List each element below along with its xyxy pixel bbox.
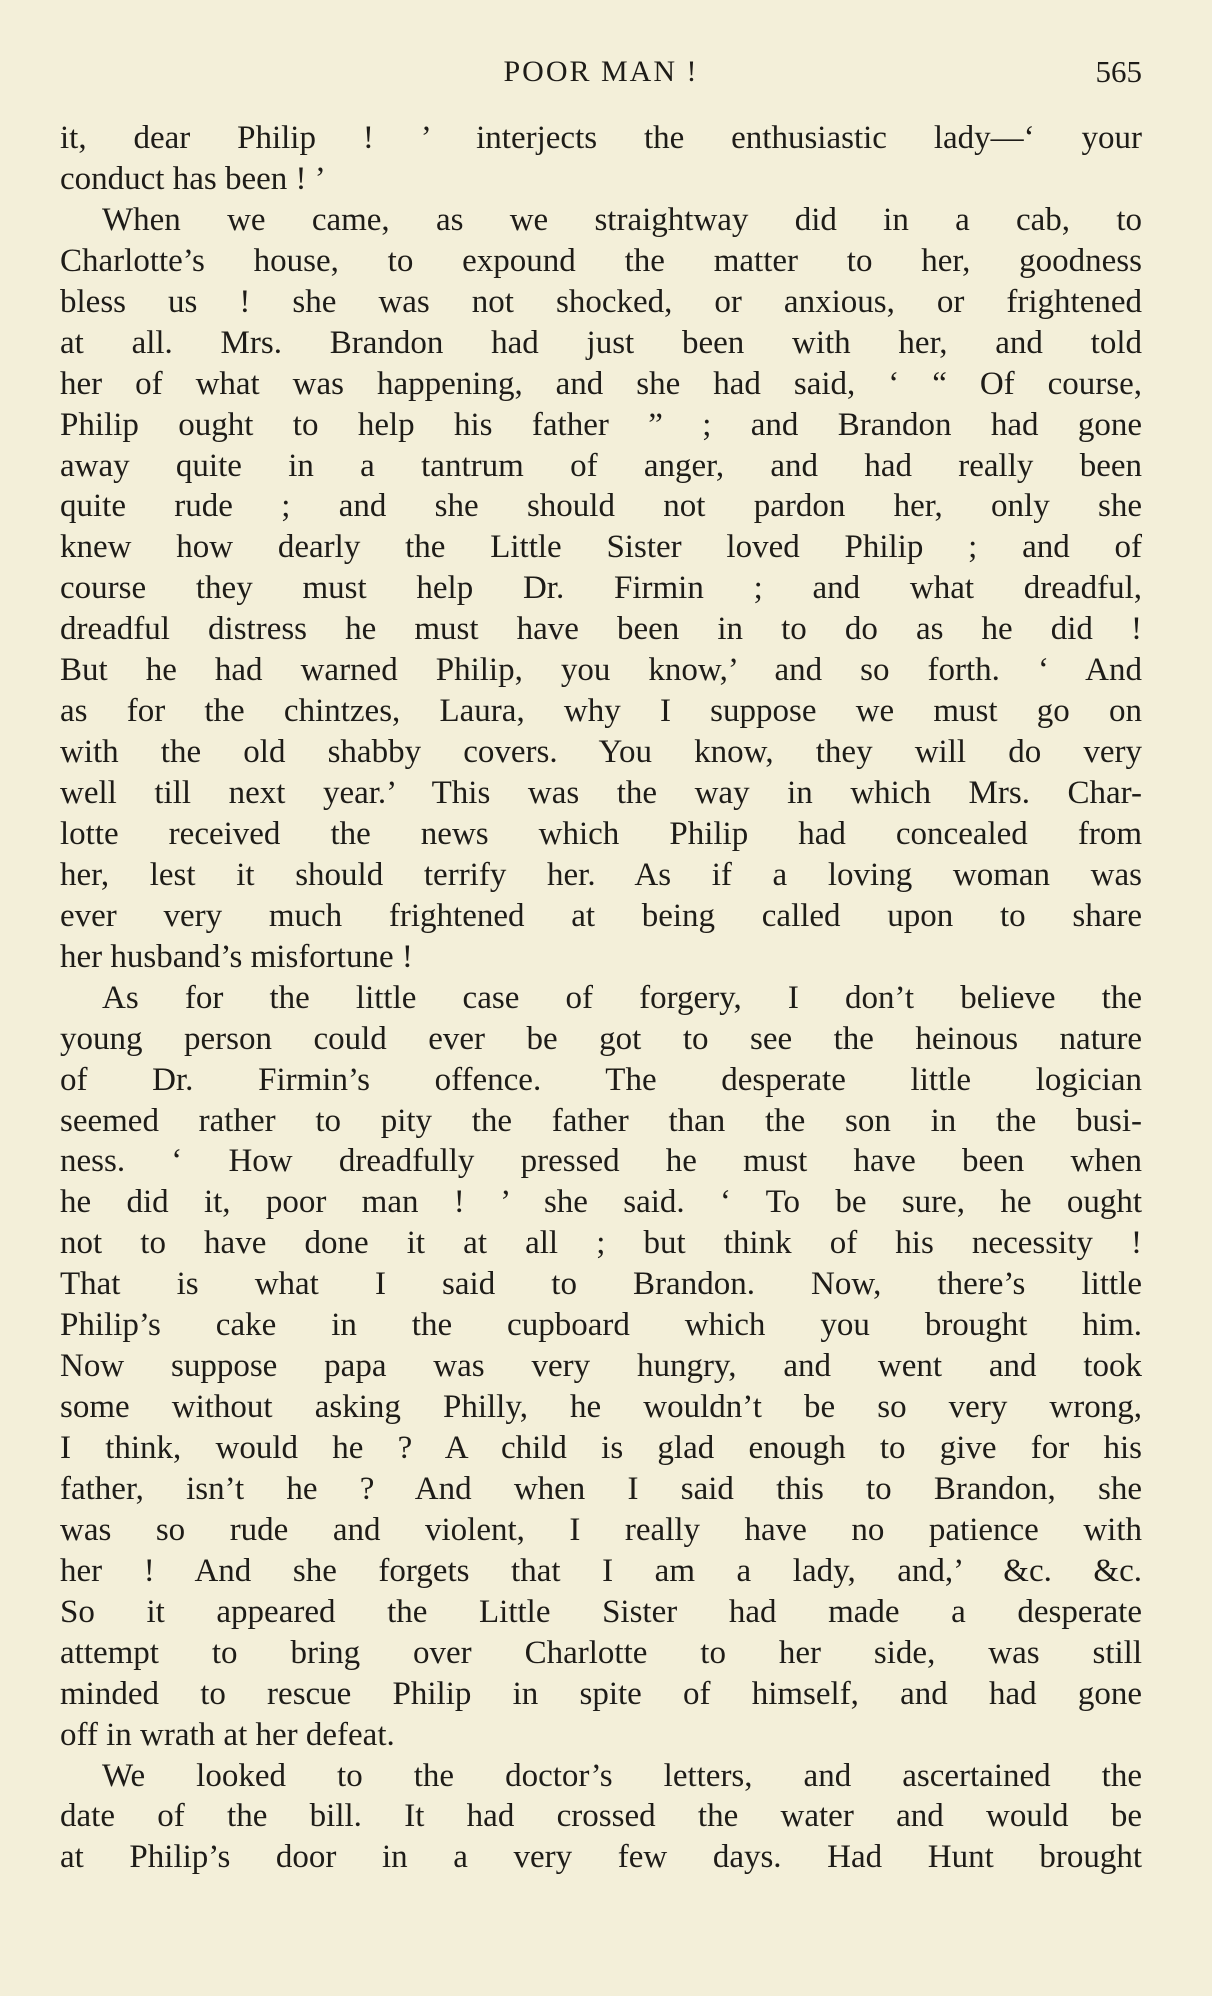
text-line: her ! And she forgets that I am a lady, and,’ &c. &c. [60, 1552, 1142, 1589]
text-line: Now suppose papa was very hungry, and went and took [60, 1348, 1142, 1385]
text-line: was so rude and violent, I really have no patience with [60, 1511, 1142, 1548]
text-line: Philip’s cake in the cupboard which you brought him. [60, 1307, 1142, 1344]
text-line: off in wrath at her defeat. [60, 1716, 395, 1753]
text-line: So it appeared the Little Sister had made a desperate [60, 1593, 1142, 1630]
text-line: at all. Mrs. Brandon had just been with her, and told [60, 324, 1142, 361]
paragraph [60, 1756, 1142, 1879]
paragraph [60, 978, 1142, 1756]
text-line: as for the chintzes, Laura, why I suppose we must go on [60, 693, 1142, 730]
text-line: with the old shabby covers. You know, they will do very [60, 734, 1142, 771]
text-line: dreadful distress he must have been in to do as he did ! [60, 611, 1142, 648]
text-line: knew how dearly the Little Sister loved Philip ; and of [60, 529, 1142, 566]
text-line: away quite in a tantrum of anger, and had really been [60, 447, 1142, 484]
text-line: As for the little case of forgery, I don’t believe the [102, 979, 1142, 1016]
paragraph [60, 118, 1142, 200]
text-line: not to have done it at all ; but think of his necessity ! [60, 1225, 1142, 1262]
text-line: ness. ‘ How dreadfully pressed he must have been when [60, 1143, 1142, 1180]
text-line: conduct has been ! ’ [60, 160, 326, 197]
text-line: father, isn’t he ? And when I said this to Brandon, she [60, 1470, 1142, 1507]
body-text [60, 118, 1142, 1878]
text-line: well till next year.’ This was the way in which Mrs. Char- [60, 775, 1142, 811]
text-line: attempt to bring over Charlotte to her side, was still [60, 1634, 1142, 1671]
text-line: course they must help Dr. Firmin ; and what dreadful, [60, 570, 1142, 607]
text-line: ever very much frightened at being called upon to share [60, 897, 1142, 934]
running-head [60, 52, 1142, 92]
text-line: her, lest it should terrify her. As if a loving woman was [60, 856, 1142, 893]
running-title: POOR MAN ! [503, 55, 699, 88]
text-line: That is what I said to Brandon. Now, there’s little [60, 1266, 1142, 1303]
text-line: her husband’s misfortune ! [60, 938, 413, 975]
text-line: I think, would he ? A child is glad enough to give for his [60, 1430, 1142, 1466]
text-line: of Dr. Firmin’s offence. The desperate little logician [60, 1061, 1142, 1098]
text-line: at Philip’s door in a very few days. Had Hunt brought [60, 1839, 1142, 1876]
text-line: date of the bill. It had crossed the water and would be [60, 1798, 1142, 1835]
text-line: bless us ! she was not shocked, or anxious, or frightened [60, 283, 1142, 320]
text-line: But he had warned Philip, you know,’ and so forth. ‘ And [60, 652, 1142, 689]
text-line: minded to rescue Philip in spite of himself, and had gone [60, 1675, 1142, 1712]
text-line: young person could ever be got to see the heinous nature [60, 1020, 1142, 1057]
text-line: Charlotte’s house, to expound the matter to her, goodness [60, 242, 1142, 279]
text-line: Philip ought to help his father ” ; and Brandon had gone [60, 406, 1142, 443]
text-line: her of what was happening, and she had said, ‘ “ Of course, [60, 365, 1142, 402]
paragraph [60, 200, 1142, 978]
text-line: lotte received the news which Philip had concealed from [60, 815, 1142, 852]
text-line: some without asking Philly, he wouldn’t be so very wrong, [60, 1389, 1142, 1426]
text-line: quite rude ; and she should not pardon her, only she [60, 488, 1142, 525]
text-line: When we came, as we straightway did in a cab, to [102, 201, 1142, 238]
text-line: seemed rather to pity the father than the son in the busi- [60, 1102, 1142, 1139]
text-line: it, dear Philip ! ’ interjects the enthusiastic lady—‘ your [60, 120, 1142, 156]
text-line: We looked to the doctor’s letters, and ascertained the [102, 1757, 1142, 1794]
text-line: he did it, poor man ! ’ she said. ‘ To be sure, he ought [60, 1184, 1142, 1221]
page-number: 565 [1095, 54, 1142, 89]
